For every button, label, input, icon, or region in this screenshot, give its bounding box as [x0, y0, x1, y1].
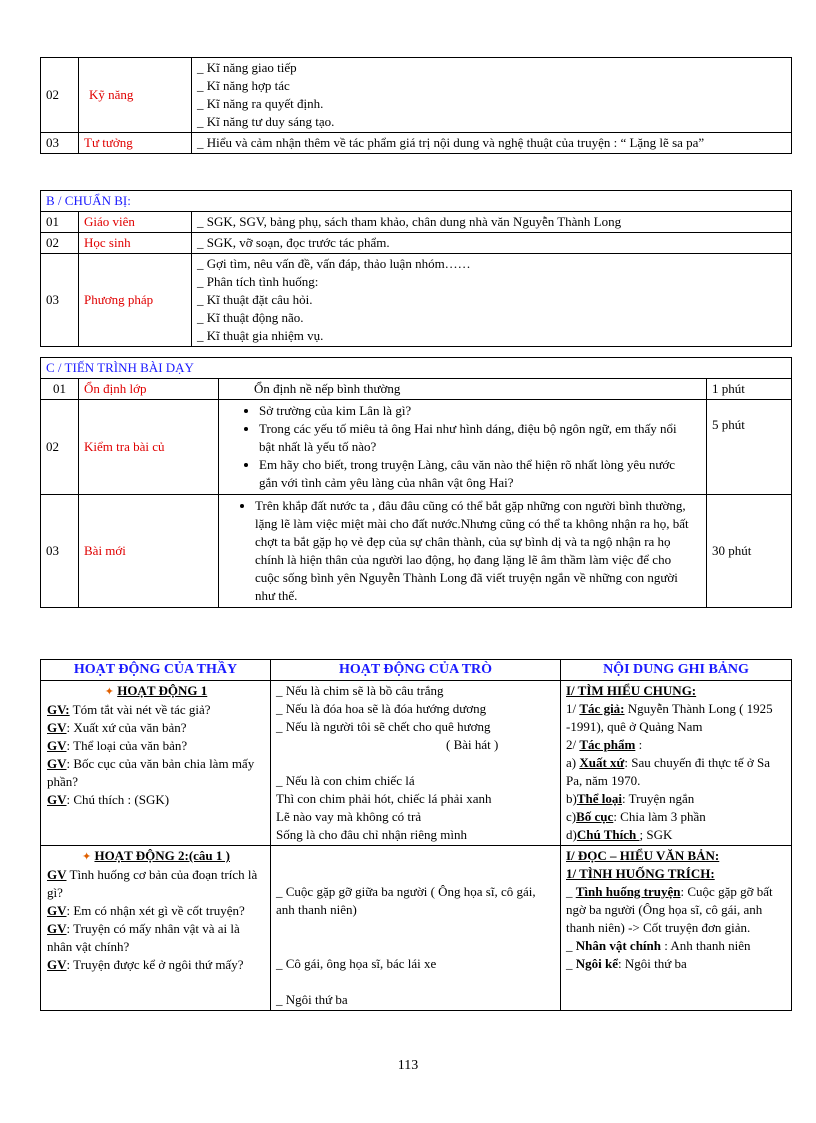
row-time: 30 phút	[707, 495, 792, 608]
text: : Anh thanh niên	[661, 938, 751, 953]
text: c)	[566, 809, 577, 824]
term: Thể loại	[576, 791, 622, 806]
question: Tình huống cơ bản của đoạn trích là gì?	[47, 867, 258, 900]
row-content	[192, 58, 792, 133]
header-teacher: HOẠT ĐỘNG CỦA THẦY	[41, 660, 271, 681]
content-heading: I/ ĐỌC – HIỂU VĂN BẢN:	[566, 848, 720, 863]
line: _ Nếu là con chim chiếc lá	[276, 773, 415, 788]
bullet-item: • Em hãy cho biết, trong truyện Làng, câu văn nào thể hiện rõ nhất lòng yêu nước gắn với tình cảm yêu làng của nhân vật ông Hai?	[259, 456, 686, 492]
table-row	[41, 133, 792, 154]
text: ; SGK	[639, 827, 673, 842]
gv-label: GV	[47, 756, 67, 771]
question: : Thể loại của văn bản?	[66, 738, 188, 753]
row-content: _ SGK, vỡ soạn, đọc trước tác phẩm.	[192, 233, 792, 254]
row-content	[219, 400, 707, 495]
gv-label: GV:	[47, 702, 70, 717]
content-heading: 1/ TÌNH HUỐNG TRÍCH:	[566, 866, 715, 881]
row-number: 01	[41, 212, 79, 233]
star-icon: ✦	[81, 851, 92, 863]
line: _ Nếu là đóa hoa sẽ là đóa hướng dương	[276, 701, 487, 716]
section-title: B / CHUẨN BỊ:	[41, 191, 792, 212]
row-number: 02	[41, 58, 79, 133]
table-row	[41, 681, 792, 846]
gv-label: GV	[47, 903, 67, 918]
text: b)	[566, 791, 577, 806]
row-number: 03	[41, 495, 79, 608]
text: Nguyễn Thành Long ( 1925 -1991), quê ở Quảng Nam	[566, 701, 773, 734]
table-row	[41, 400, 792, 495]
row-label: Giáo viên	[79, 212, 192, 233]
line: Lẽ nào vay mà không có trả	[276, 809, 422, 824]
table-section-c	[40, 357, 792, 608]
text: a)	[566, 755, 580, 770]
term: Tác phẩm	[579, 737, 636, 752]
bullet-item: • Trên khắp đất nước ta , đâu đâu cũng có thể bắt gặp những con người bình thường, lặng lẽ làm việc miệt mài cho đất nước.Nhưng cũng có thể ta không nhận ra họ, bất chợt ta bắt gặp họ vẻ đẹp của sự chân thành, của sự bình dị và ta ngộ nhận ra họ chính là hiện thân của người lao động, họ đang lặng lẽ âm thầm làm việc để cho cuộc sống bình yên Nguyễn Thành Long đã viết truyện ngắn về những con người như thế.	[255, 497, 692, 605]
header-content: NỘI DUNG GHI BẢNG	[561, 660, 792, 681]
table-row	[41, 846, 792, 1011]
activity-title: HOẠT ĐỘNG 2:(câu 1 )	[94, 848, 230, 863]
row-label: Kiểm tra bài củ	[79, 400, 219, 495]
gv-label: GV	[47, 738, 67, 753]
line: _ Kĩ thuật động não.	[197, 310, 304, 325]
text: :	[635, 737, 643, 752]
page-number: 113	[397, 1058, 419, 1073]
section-title: C / TIẾN TRÌNH BÀI DẠY	[41, 358, 792, 379]
line: ( Bài hát )	[446, 737, 499, 752]
term: Tình huống truyện	[575, 884, 681, 899]
question: : Em có nhận xét gì về cốt truyện?	[66, 903, 245, 918]
line: _ Kĩ thuật gia nhiệm vụ.	[197, 328, 324, 343]
text: _	[566, 884, 576, 899]
gv-label: GV	[47, 957, 67, 972]
line: _ Cuộc gặp gỡ giữa ba người ( Ông họa sĩ, cô gái, anh thanh niên)	[276, 884, 536, 917]
gv-label: GV	[47, 921, 67, 936]
table-activities	[40, 659, 792, 1011]
row-label: Học sinh	[79, 233, 192, 254]
term: Xuất xứ	[579, 755, 625, 770]
text: 2/	[566, 737, 580, 752]
content-heading: I/ TÌM HIỂU CHUNG:	[566, 683, 697, 698]
row-number: 02	[41, 400, 79, 495]
gv-label: GV	[47, 867, 67, 882]
row-label: Tư tưởng	[79, 133, 192, 154]
line: _ Nếu là chim sẽ là bồ câu trắng	[276, 683, 444, 698]
line: _ Kĩ năng tư duy sáng tạo.	[197, 114, 335, 129]
question: : Xuất xứ của văn bản?	[66, 720, 187, 735]
student-cell	[271, 681, 561, 846]
line: _ Nếu là người tôi sẽ chết cho quê hương	[276, 719, 491, 734]
content-cell	[561, 681, 792, 846]
row-label: Ổn định lớp	[79, 379, 219, 400]
text: d)	[566, 827, 577, 842]
term: Ngôi kể	[575, 956, 618, 971]
text: : Ngôi thứ ba	[618, 956, 687, 971]
text: : Chia làm 3 phần	[613, 809, 706, 824]
line: Sống là cho đâu chỉ nhận riêng mình	[276, 827, 467, 842]
row-number: 03	[41, 254, 79, 347]
table-row	[41, 495, 792, 608]
row-time: 5 phút	[707, 400, 792, 495]
line: _ Kĩ năng hợp tác	[197, 78, 290, 93]
row-label: Kỹ năng	[79, 58, 192, 133]
row-number: 03	[41, 133, 79, 154]
table-row	[41, 254, 792, 347]
row-content: _ Hiểu và cảm nhận thêm về tác phẩm giá trị nội dung và nghệ thuật của truyện : “ Lặng lẽ sa pa”	[192, 133, 792, 154]
question: : Chú thích : (SGK)	[66, 792, 170, 807]
term: Tác giả:	[579, 701, 625, 716]
question: : Truyện được kể ở ngôi thứ mấy?	[66, 957, 244, 972]
star-icon: ✦	[104, 686, 114, 698]
text: _	[566, 938, 576, 953]
question: Tóm tắt vài nét về tác giả?	[69, 702, 211, 717]
table-row	[41, 212, 792, 233]
table-row	[41, 58, 792, 133]
row-label: Bài mới	[79, 495, 219, 608]
line: _ Kĩ năng giao tiếp	[197, 60, 297, 75]
teacher-cell	[41, 846, 271, 1011]
row-content	[192, 254, 792, 347]
line: _ Gợi tìm, nêu vấn đề, vấn đáp, thảo luận nhóm……	[197, 256, 471, 271]
question: : Truyện có mấy nhân vật và ai là nhân vật chính?	[47, 921, 240, 954]
line: _ Kĩ năng ra quyết định.	[197, 96, 324, 111]
teacher-cell	[41, 681, 271, 846]
line: _ Ngôi thứ ba	[276, 992, 348, 1007]
header-student: HOẠT ĐỘNG CỦA TRÒ	[271, 660, 561, 681]
line: _ Cô gái, ông họa sĩ, bác lái xe	[276, 956, 437, 971]
row-content	[219, 495, 707, 608]
text: 1/	[566, 701, 580, 716]
table-row	[41, 379, 792, 400]
text: : Truyện ngắn	[622, 791, 695, 806]
line: _ Kĩ thuật đặt câu hỏi.	[197, 292, 313, 307]
row-time: 1 phút	[707, 379, 792, 400]
term: Chú Thích	[576, 827, 640, 842]
bullet-item: • Sở trường của kim Lân là gì?	[259, 402, 686, 420]
term: Nhân vật chính	[575, 938, 661, 953]
row-content: Ổn định nề nếp bình thường	[219, 379, 707, 400]
row-label: Phương pháp	[79, 254, 192, 347]
bullet-item: • Trong các yếu tố miêu tả ông Hai như hình dáng, điệu bộ ngôn ngữ, em thấy nổi bật nhất là yếu tố nào?	[259, 420, 686, 456]
content-cell	[561, 846, 792, 1011]
line: _ Phân tích tình huống:	[197, 274, 319, 289]
text: : Cuộc gặp gỡ bất ngờ ba người (Ông họa sĩ, cô gái, anh thanh niên) -> Cốt truyện đơn giản.	[566, 884, 773, 935]
student-cell	[271, 846, 561, 1011]
table-section-b	[40, 190, 792, 347]
question: : Bốc cục của văn bản chia làm mấy phần?	[47, 756, 255, 789]
text: _	[566, 956, 576, 971]
row-number: 02	[41, 233, 79, 254]
row-content: _ SGK, SGV, bảng phụ, sách tham khảo, chân dung nhà văn Nguyễn Thành Long	[192, 212, 792, 233]
gv-label: GV	[47, 792, 67, 807]
row-number: 01	[41, 379, 79, 400]
term: Bố cục	[576, 809, 614, 824]
text: : Sau chuyến đi thực tế ở Sa Pa, năm 1970.	[566, 755, 771, 788]
table-row	[41, 233, 792, 254]
activity-title: HOẠT ĐỘNG 1	[117, 683, 208, 698]
table-section-a	[40, 57, 792, 154]
line: Thì con chim phải hót, chiếc lá phải xanh	[276, 791, 492, 806]
gv-label: GV	[47, 720, 67, 735]
